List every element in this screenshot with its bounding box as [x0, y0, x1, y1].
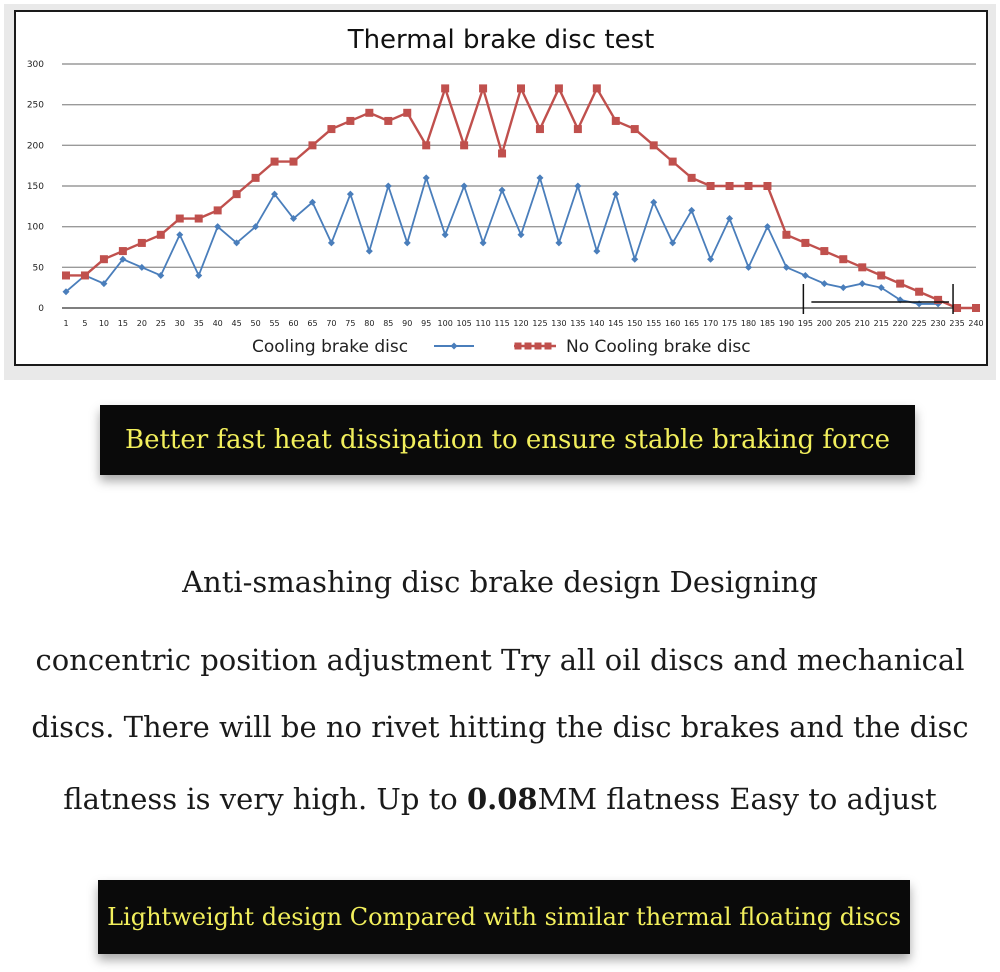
- x-tick-label: 45: [231, 319, 242, 328]
- no-cooling-data-point: [782, 231, 790, 239]
- x-tick-label: 120: [513, 319, 529, 328]
- no-cooling-data-point: [915, 288, 923, 296]
- y-tick-label: 200: [26, 141, 44, 152]
- y-tick-label: 50: [32, 263, 44, 274]
- y-tick-label: 150: [26, 182, 44, 192]
- heat-dissipation-banner-text: Better fast heat dissipation to ensure stable braking force: [124, 425, 891, 455]
- x-tick-label: 125: [532, 319, 548, 328]
- legend-marker-no-cooling: [545, 343, 552, 350]
- x-tick-label: 225: [911, 319, 927, 328]
- no-cooling-data-point: [972, 304, 980, 312]
- no-cooling-data-point: [441, 84, 449, 92]
- x-tick-label: 75: [345, 319, 356, 328]
- lightweight-design-banner-text: Lightweight design Compared with similar thermal floating discs: [107, 903, 901, 931]
- legend-marker-no-cooling: [515, 343, 522, 350]
- no-cooling-data-point: [62, 271, 70, 279]
- no-cooling-data-point: [460, 141, 468, 149]
- x-tick-label: 1: [63, 319, 69, 328]
- no-cooling-data-point: [745, 182, 753, 190]
- x-tick-label: 35: [193, 319, 204, 328]
- cooling-data-point: [461, 183, 468, 190]
- description-line-4-start: flatness is very high. Up to: [63, 782, 467, 816]
- cooling-data-point: [195, 272, 202, 279]
- cooling-data-point: [631, 256, 638, 263]
- x-tick-label: 155: [646, 319, 662, 328]
- no-cooling-data-point: [953, 304, 961, 312]
- cooling-data-point: [650, 199, 657, 206]
- cooling-data-point: [555, 239, 562, 246]
- no-cooling-data-point: [365, 109, 373, 117]
- no-cooling-data-point: [593, 84, 601, 92]
- x-tick-label: 210: [854, 319, 870, 328]
- chart-panel: [14, 10, 988, 366]
- y-tick-label: 300: [26, 60, 44, 70]
- no-cooling-data-point: [877, 271, 885, 279]
- legend-marker-no-cooling: [525, 343, 532, 350]
- x-tick-label: 170: [702, 319, 719, 328]
- description-line-2: concentric position adjustment Try all oil discs and mechanical: [35, 643, 965, 677]
- cooling-data-point: [821, 280, 828, 287]
- no-cooling-data-point: [688, 174, 696, 182]
- y-tick-label: 100: [26, 222, 44, 233]
- no-cooling-data-point: [820, 247, 828, 255]
- no-cooling-data-point: [555, 84, 563, 92]
- cooling-data-point: [138, 264, 145, 271]
- no-cooling-data-point: [631, 125, 639, 133]
- no-cooling-data-point: [384, 117, 392, 125]
- no-cooling-data-point: [517, 84, 525, 92]
- heat-dissipation-banner: [100, 405, 915, 475]
- x-tick-label: 5: [82, 319, 88, 328]
- x-tick-label: 135: [570, 319, 586, 328]
- lightweight-design-banner: [98, 880, 910, 954]
- x-tick-label: 185: [759, 319, 776, 328]
- cooling-data-point: [385, 183, 392, 190]
- x-tick-label: 55: [269, 319, 280, 328]
- no-cooling-data-point: [403, 109, 411, 117]
- no-cooling-data-point: [214, 206, 222, 214]
- x-tick-label: 235: [949, 319, 965, 328]
- x-tick-label: 105: [456, 319, 472, 328]
- x-tick-label: 15: [117, 319, 128, 328]
- x-tick-label: 100: [437, 319, 453, 328]
- no-cooling-data-point: [100, 255, 108, 263]
- cooling-data-point: [802, 272, 809, 279]
- no-cooling-data-point: [650, 141, 658, 149]
- legend-label-no-cooling: No Cooling brake disc: [566, 337, 751, 357]
- no-cooling-data-point: [271, 158, 279, 166]
- cooling-data-point: [442, 231, 449, 238]
- cooling-data-point: [764, 223, 771, 230]
- x-tick-label: 30: [174, 319, 185, 328]
- no-cooling-data-point: [346, 117, 354, 125]
- x-tick-label: 160: [665, 319, 681, 328]
- cooling-data-point: [859, 280, 866, 287]
- x-tick-label: 215: [873, 319, 889, 328]
- description-line-1: Anti-smashing disc brake design Designing: [182, 565, 818, 599]
- no-cooling-data-point: [536, 125, 544, 133]
- x-tick-label: 190: [778, 319, 795, 328]
- x-tick-label: 150: [627, 319, 643, 328]
- no-cooling-data-point: [290, 158, 298, 166]
- cooling-data-point: [423, 174, 430, 181]
- x-tick-label: 65: [307, 319, 318, 328]
- cooling-data-point: [536, 174, 543, 181]
- no-cooling-data-point: [479, 84, 487, 92]
- no-cooling-data-point: [574, 125, 582, 133]
- cooling-data-point: [612, 191, 619, 198]
- cooling-data-point: [745, 264, 752, 271]
- x-tick-label: 115: [494, 319, 510, 328]
- cooling-data-point: [404, 239, 411, 246]
- y-tick-label: 0: [38, 304, 44, 314]
- description-line-4-end: MM flatness Easy to adjust: [537, 782, 937, 816]
- y-tick-label: 250: [26, 100, 44, 111]
- x-tick-label: 130: [551, 319, 567, 328]
- no-cooling-data-point: [801, 239, 809, 247]
- no-cooling-data-point: [195, 215, 203, 223]
- cooling-data-point: [593, 248, 600, 255]
- x-tick-label: 10: [98, 319, 110, 328]
- cooling-data-point: [366, 248, 373, 255]
- cooling-data-point: [726, 215, 733, 222]
- x-tick-label: 180: [740, 319, 757, 328]
- cooling-data-point: [328, 239, 335, 246]
- no-cooling-data-point: [308, 141, 316, 149]
- no-cooling-data-point: [252, 174, 260, 182]
- cooling-data-point: [157, 272, 164, 279]
- cooling-data-point: [518, 231, 525, 238]
- no-cooling-data-point: [498, 149, 506, 157]
- cooling-data-point: [347, 191, 354, 198]
- x-tick-label: 230: [930, 319, 946, 328]
- x-tick-label: 25: [155, 319, 166, 328]
- x-tick-label: 40: [212, 319, 223, 328]
- x-tick-label: 95: [421, 319, 432, 328]
- no-cooling-data-point: [763, 182, 771, 190]
- no-cooling-data-point: [233, 190, 241, 198]
- cooling-data-point: [840, 284, 847, 291]
- legend-marker-no-cooling: [535, 343, 542, 350]
- x-tick-label: 110: [475, 319, 491, 328]
- cooling-data-point: [499, 187, 506, 194]
- no-cooling-data-point: [157, 231, 165, 239]
- cooling-data-point: [480, 239, 487, 246]
- x-tick-label: 60: [288, 319, 299, 328]
- flatness-value: 0.08: [466, 782, 538, 816]
- no-cooling-data-point: [176, 215, 184, 223]
- cooling-data-point: [783, 264, 790, 271]
- x-tick-label: 205: [835, 319, 851, 328]
- x-tick-label: 200: [816, 319, 832, 328]
- x-tick-label: 20: [136, 319, 147, 328]
- no-cooling-data-point: [839, 255, 847, 263]
- x-tick-label: 240: [968, 319, 984, 328]
- cooling-data-point: [574, 183, 581, 190]
- chart-title: Thermal brake disc test: [347, 25, 655, 55]
- legend-marker-cooling: [451, 343, 458, 350]
- no-cooling-data-point: [119, 247, 127, 255]
- x-tick-label: 195: [797, 319, 814, 328]
- legend-label-cooling: Cooling brake disc: [252, 337, 409, 357]
- cooling-data-point: [176, 231, 183, 238]
- chart-frame: [4, 4, 996, 380]
- no-cooling-data-point: [896, 280, 904, 288]
- no-cooling-data-point: [81, 271, 89, 279]
- no-cooling-data-point: [669, 158, 677, 166]
- no-cooling-data-point: [612, 117, 620, 125]
- x-tick-label: 145: [608, 319, 624, 328]
- x-tick-label: 165: [683, 319, 700, 328]
- x-tick-label: 140: [589, 319, 605, 328]
- no-cooling-data-point: [707, 182, 715, 190]
- no-cooling-data-point: [726, 182, 734, 190]
- x-tick-label: 175: [721, 319, 738, 328]
- no-cooling-data-point: [138, 239, 146, 247]
- x-tick-label: 85: [383, 319, 394, 328]
- description-line-4: [0, 782, 1000, 816]
- x-tick-label: 80: [364, 319, 375, 328]
- x-tick-label: 90: [402, 319, 413, 328]
- x-tick-label: 220: [892, 319, 908, 328]
- no-cooling-data-point: [422, 141, 430, 149]
- no-cooling-data-point: [327, 125, 335, 133]
- no-cooling-series-line: [66, 88, 976, 308]
- thermal-test-line-chart: [16, 12, 986, 364]
- cooling-data-point: [707, 256, 714, 263]
- no-cooling-data-point: [858, 263, 866, 271]
- x-tick-label: 50: [250, 319, 261, 328]
- description-line-3: discs. There will be no rivet hitting the disc brakes and the disc: [31, 710, 969, 744]
- x-tick-label: 70: [326, 319, 337, 328]
